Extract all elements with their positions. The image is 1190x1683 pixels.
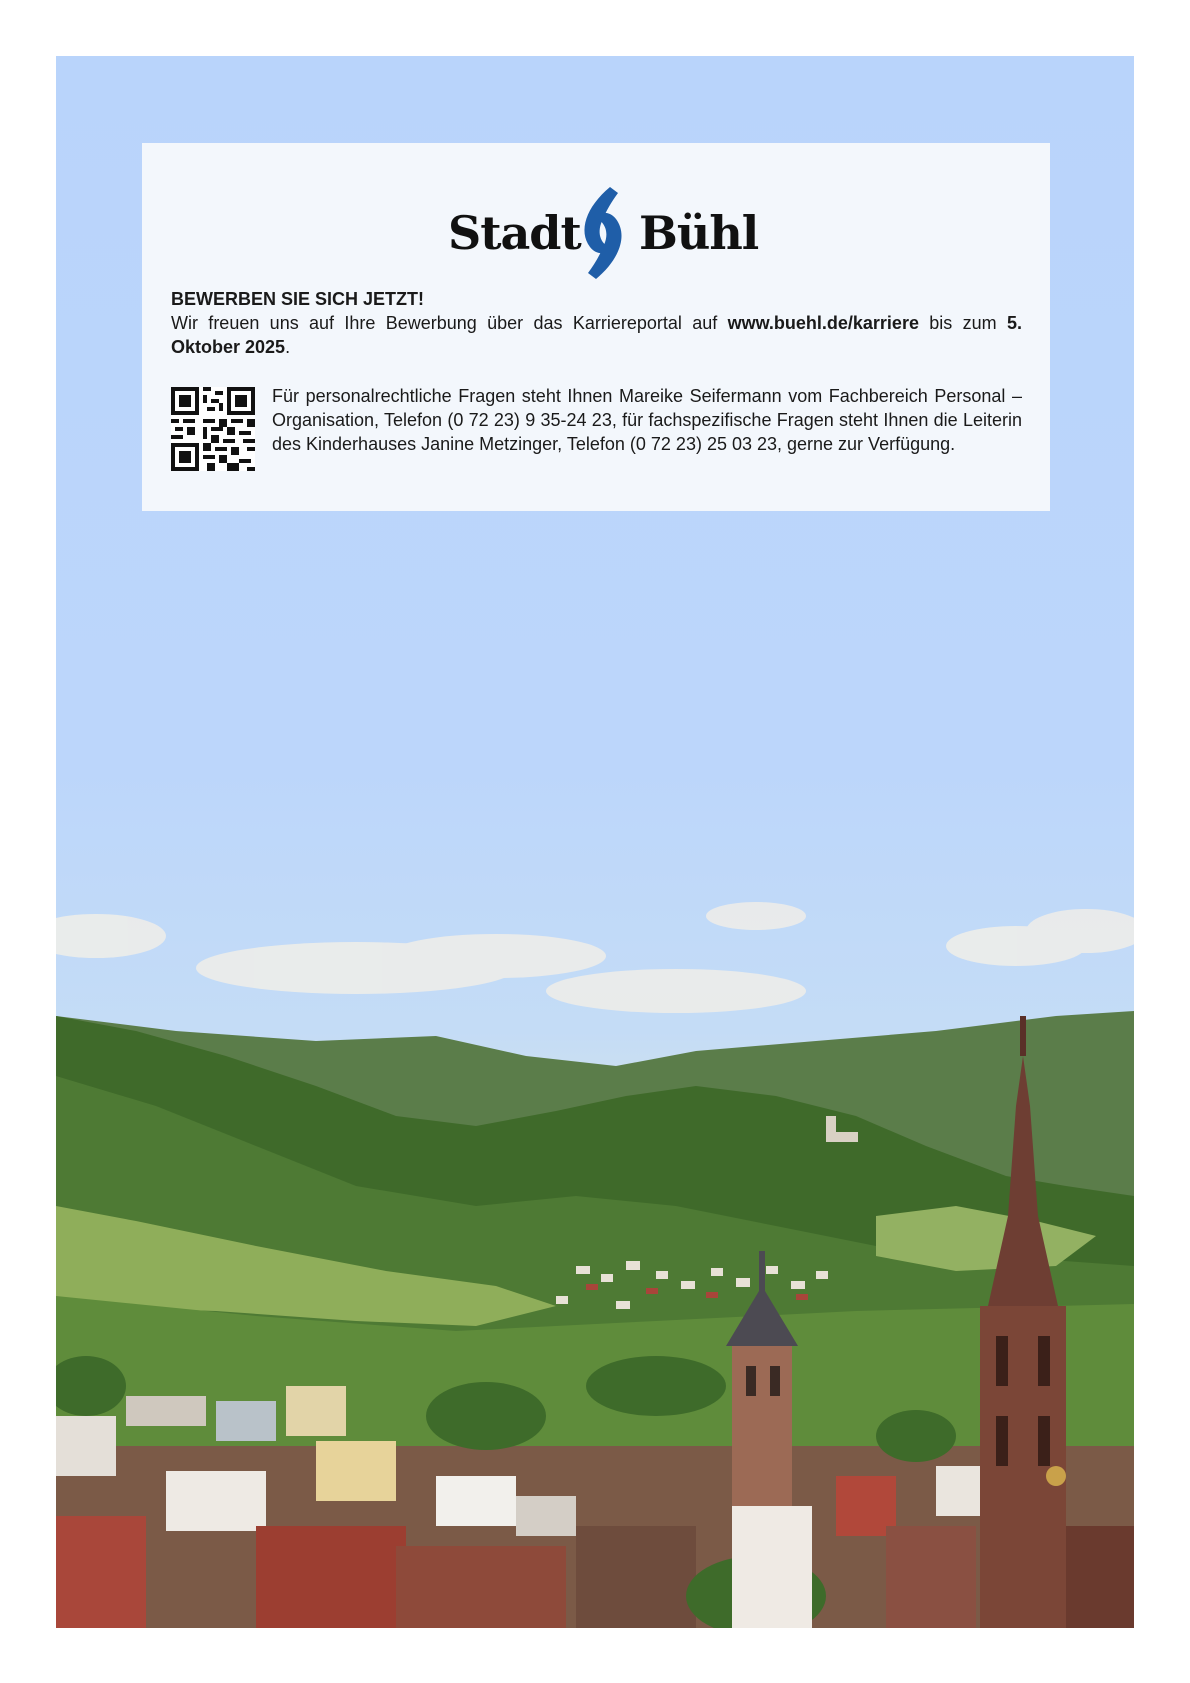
stadt-buehl-logo	[142, 163, 1050, 263]
application-info-card	[142, 143, 1050, 511]
qr-code-icon[interactable]	[171, 387, 255, 471]
logo-word-buehl: Bühl	[639, 206, 759, 260]
hilltop-castle	[826, 1116, 836, 1142]
career-portal-link[interactable]: www.buehl.de/karriere	[727, 313, 919, 333]
application-section	[171, 287, 1022, 359]
application-deadline: 5. Oktober 2025	[171, 313, 1022, 357]
intro-text-middle: bis zum	[918, 313, 1007, 333]
apply-headline: BEWERBEN SIE SICH JETZT!	[171, 289, 425, 309]
contact-text: Für personalrechtliche Fragen steht Ihnen Mareike Seifermann vom Fachbereich Personal – Organisation, Telefon (0 72 23) 9 35-24 23, für fachspezifische Fragen steht Ihnen die Leiterin des Kinderhauses Janine Metzinger, Telefon (0 72 23) 25 03 23, gerne zur Verfügung.	[272, 386, 1022, 454]
clouds	[56, 902, 1134, 1013]
intro-text-after: .	[285, 337, 291, 357]
stadt-buehl-emblem-icon	[572, 185, 634, 281]
logo-word-stadt: Stadt	[448, 206, 581, 260]
contact-section	[171, 384, 1022, 484]
apply-intro	[171, 311, 1022, 359]
intro-text-before: Wir freuen uns auf Ihre Bewerbung über das Karriereportal auf	[171, 313, 728, 333]
